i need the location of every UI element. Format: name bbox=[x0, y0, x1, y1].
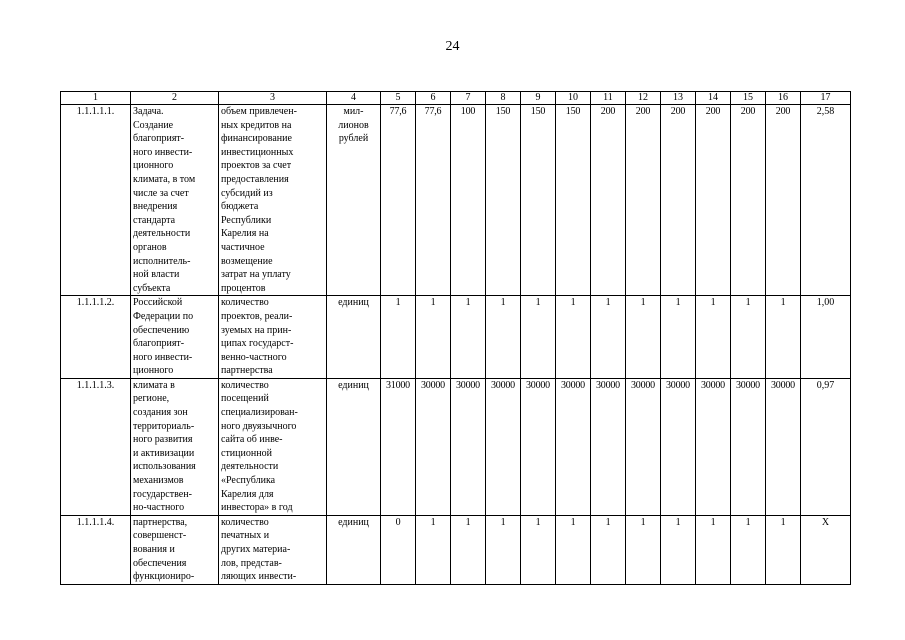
value-cell bbox=[521, 378, 556, 515]
indicator-name-cell bbox=[219, 378, 327, 515]
task-description-cell bbox=[131, 296, 219, 379]
value-cell bbox=[661, 105, 696, 296]
value-cell-text: 0 bbox=[395, 516, 401, 528]
value-cell-text: 30000 bbox=[700, 379, 725, 391]
value-cell bbox=[451, 296, 486, 379]
value-cell bbox=[696, 105, 731, 296]
indicator-table bbox=[60, 91, 851, 585]
value-cell bbox=[731, 105, 766, 296]
value-cell bbox=[591, 378, 626, 515]
value-cell-text: 1 bbox=[395, 297, 401, 309]
header-cell: 11 bbox=[591, 92, 626, 105]
value-cell bbox=[661, 296, 696, 379]
value-cell bbox=[731, 296, 766, 379]
indicator-name-cell-text: количество посещений специализирован- ного двуязычного сайта об инве- стиционной деятельности «Республика Карелия для инвестора» в год bbox=[221, 379, 298, 514]
value-cell-text: 150 bbox=[495, 106, 511, 117]
value-cell-text: 77,6 bbox=[389, 106, 407, 117]
header-cell: 10 bbox=[556, 92, 591, 105]
value-cell-text: 1 bbox=[535, 297, 541, 309]
indicator-name-cell-text: количество проектов, реали- зуемых на прин- ципах государст- венно-частного партнерства bbox=[221, 297, 294, 377]
value-cell bbox=[766, 296, 801, 379]
header-cell: 8 bbox=[486, 92, 521, 105]
value-cell-text: 30000 bbox=[770, 379, 795, 391]
row-number-cell bbox=[61, 378, 131, 515]
header-row bbox=[61, 92, 851, 105]
header-cell: 9 bbox=[521, 92, 556, 105]
value-cell bbox=[521, 515, 556, 584]
value-cell bbox=[766, 515, 801, 584]
value-cell bbox=[556, 105, 591, 296]
table-row bbox=[61, 105, 851, 296]
value-cell bbox=[521, 105, 556, 296]
header-cell: 2 bbox=[131, 92, 219, 105]
table-row bbox=[61, 296, 851, 379]
unit-cell-text: единиц bbox=[338, 516, 369, 528]
unit-cell bbox=[327, 378, 381, 515]
header-cell: 13 bbox=[661, 92, 696, 105]
value-cell bbox=[381, 105, 416, 296]
value-cell-text: 200 bbox=[775, 106, 791, 117]
task-description-cell-text: Задача. Создание благоприят- ного инвести- ционного климата, в том числе за счет внедрения стандарта деятельности органов исполнитель- ной власти субъекта bbox=[133, 106, 196, 294]
value-cell bbox=[556, 515, 591, 584]
value-cell-text: 1 bbox=[745, 516, 751, 528]
value-cell bbox=[731, 515, 766, 584]
value-cell-text: 1 bbox=[780, 516, 786, 528]
value-cell-text: 1 bbox=[605, 297, 611, 309]
value-cell-text: 1 bbox=[500, 297, 506, 309]
unit-cell-text: мил- лионов рублей bbox=[338, 106, 369, 145]
task-description-cell-text: партнерства, совершенст- вования и обеспечения функциониро- bbox=[133, 516, 195, 583]
value-cell bbox=[591, 296, 626, 379]
task-description-cell bbox=[131, 105, 219, 296]
value-cell bbox=[696, 296, 731, 379]
value-cell-text: 30000 bbox=[420, 379, 445, 391]
row-number-cell bbox=[61, 515, 131, 584]
value-cell bbox=[451, 105, 486, 296]
header-cell: 3 bbox=[219, 92, 327, 105]
row-number-cell-text: 1.1.1.1.3. bbox=[76, 379, 115, 391]
value-cell-text: 150 bbox=[565, 106, 581, 117]
value-cell-text: 1 bbox=[745, 297, 751, 309]
header-cell: 4 bbox=[327, 92, 381, 105]
row-number-cell-text: 1.1.1.1.1. bbox=[76, 106, 115, 117]
header-cell: 17 bbox=[801, 92, 851, 105]
value-cell bbox=[696, 515, 731, 584]
indicator-name-cell bbox=[219, 105, 327, 296]
value-cell-text: 30000 bbox=[455, 379, 480, 391]
value-cell bbox=[591, 515, 626, 584]
value-cell-text: 30000 bbox=[630, 379, 655, 391]
task-description-cell bbox=[131, 515, 219, 584]
value-cell-text: 1 bbox=[640, 516, 646, 528]
unit-cell bbox=[327, 296, 381, 379]
row-number-cell-text: 1.1.1.1.4. bbox=[76, 516, 115, 528]
header-cell: 16 bbox=[766, 92, 801, 105]
ratio-cell bbox=[801, 378, 851, 515]
indicator-name-cell bbox=[219, 296, 327, 379]
value-cell-text: 77,6 bbox=[424, 106, 442, 117]
header-cell: 6 bbox=[416, 92, 451, 105]
value-cell bbox=[591, 105, 626, 296]
value-cell bbox=[451, 515, 486, 584]
value-cell-text: 1 bbox=[675, 297, 681, 309]
value-cell-text: 30000 bbox=[560, 379, 585, 391]
value-cell bbox=[381, 515, 416, 584]
value-cell-text: 1 bbox=[710, 516, 716, 528]
value-cell bbox=[416, 105, 451, 296]
ratio-cell bbox=[801, 515, 851, 584]
value-cell-text: 200 bbox=[600, 106, 616, 117]
value-cell bbox=[626, 296, 661, 379]
row-number-cell-text: 1.1.1.1.2. bbox=[76, 297, 115, 309]
value-cell bbox=[381, 296, 416, 379]
value-cell-text: 1 bbox=[465, 516, 471, 528]
value-cell bbox=[696, 378, 731, 515]
value-cell-text: 1 bbox=[640, 297, 646, 309]
value-cell-text: 30000 bbox=[595, 379, 620, 391]
indicator-name-cell-text: объем привлечен- ных кредитов на финансирование инвестиционных проектов за счет предоставления субсидий из бюджета Республики Карелия на частичное возмещение затрат на уплату процентов bbox=[221, 106, 297, 294]
unit-cell-text: единиц bbox=[338, 297, 369, 309]
value-cell-text: 1 bbox=[710, 297, 716, 309]
unit-cell-text: единиц bbox=[338, 379, 369, 391]
ratio-cell-text: 2,58 bbox=[816, 106, 835, 117]
indicator-name-cell bbox=[219, 515, 327, 584]
ratio-cell-text: 0,97 bbox=[816, 379, 835, 391]
task-description-cell-text: климата в регионе, создания зон территориаль- ного развития и активизации использования механизмов государствен- но-частного bbox=[133, 379, 196, 514]
header-cell: 12 bbox=[626, 92, 661, 105]
value-cell bbox=[416, 378, 451, 515]
ratio-cell bbox=[801, 105, 851, 296]
value-cell-text: 1 bbox=[605, 516, 611, 528]
value-cell-text: 1 bbox=[570, 516, 576, 528]
task-description-cell bbox=[131, 378, 219, 515]
header-cell: 7 bbox=[451, 92, 486, 105]
value-cell bbox=[381, 378, 416, 515]
row-number-cell bbox=[61, 296, 131, 379]
value-cell bbox=[626, 515, 661, 584]
value-cell bbox=[556, 296, 591, 379]
value-cell bbox=[556, 378, 591, 515]
value-cell bbox=[731, 378, 766, 515]
value-cell-text: 200 bbox=[740, 106, 756, 117]
indicator-name-cell-text: количество печатных и других материа- лов, представ- ляющих инвести- bbox=[221, 516, 297, 583]
header-cell: 5 bbox=[381, 92, 416, 105]
value-cell bbox=[416, 515, 451, 584]
value-cell-text: 200 bbox=[705, 106, 721, 117]
ratio-cell-text: Х bbox=[821, 516, 830, 528]
value-cell bbox=[486, 515, 521, 584]
value-cell bbox=[486, 378, 521, 515]
value-cell-text: 1 bbox=[430, 516, 436, 528]
value-cell bbox=[661, 378, 696, 515]
value-cell bbox=[486, 296, 521, 379]
ratio-cell-text: 1,00 bbox=[816, 297, 835, 309]
value-cell-text: 1 bbox=[535, 516, 541, 528]
unit-cell bbox=[327, 105, 381, 296]
value-cell-text: 1 bbox=[780, 297, 786, 309]
value-cell-text: 100 bbox=[460, 106, 476, 117]
value-cell-text: 30000 bbox=[665, 379, 690, 391]
value-cell-text: 200 bbox=[635, 106, 651, 117]
task-description-cell-text: Российской Федерации по обеспечению благоприят- ного инвести- ционного bbox=[133, 297, 194, 377]
value-cell-text: 1 bbox=[675, 516, 681, 528]
value-cell bbox=[451, 378, 486, 515]
header-cell: 15 bbox=[731, 92, 766, 105]
value-cell-text: 150 bbox=[530, 106, 546, 117]
value-cell-text: 31000 bbox=[385, 379, 410, 391]
value-cell bbox=[486, 105, 521, 296]
value-cell bbox=[521, 296, 556, 379]
value-cell-text: 1 bbox=[500, 516, 506, 528]
value-cell-text: 30000 bbox=[490, 379, 515, 391]
table-row bbox=[61, 378, 851, 515]
value-cell-text: 200 bbox=[670, 106, 686, 117]
value-cell-text: 1 bbox=[465, 297, 471, 309]
row-number-cell bbox=[61, 105, 131, 296]
value-cell-text: 30000 bbox=[735, 379, 760, 391]
value-cell bbox=[766, 105, 801, 296]
value-cell bbox=[661, 515, 696, 584]
ratio-cell bbox=[801, 296, 851, 379]
value-cell bbox=[416, 296, 451, 379]
header-cell: 14 bbox=[696, 92, 731, 105]
unit-cell bbox=[327, 515, 381, 584]
value-cell-text: 1 bbox=[430, 297, 436, 309]
page-number: 24 bbox=[445, 39, 460, 54]
table-row bbox=[61, 515, 851, 584]
value-cell bbox=[626, 378, 661, 515]
value-cell-text: 1 bbox=[570, 297, 576, 309]
value-cell bbox=[626, 105, 661, 296]
header-cell: 1 bbox=[61, 92, 131, 105]
value-cell-text: 30000 bbox=[525, 379, 550, 391]
value-cell bbox=[766, 378, 801, 515]
